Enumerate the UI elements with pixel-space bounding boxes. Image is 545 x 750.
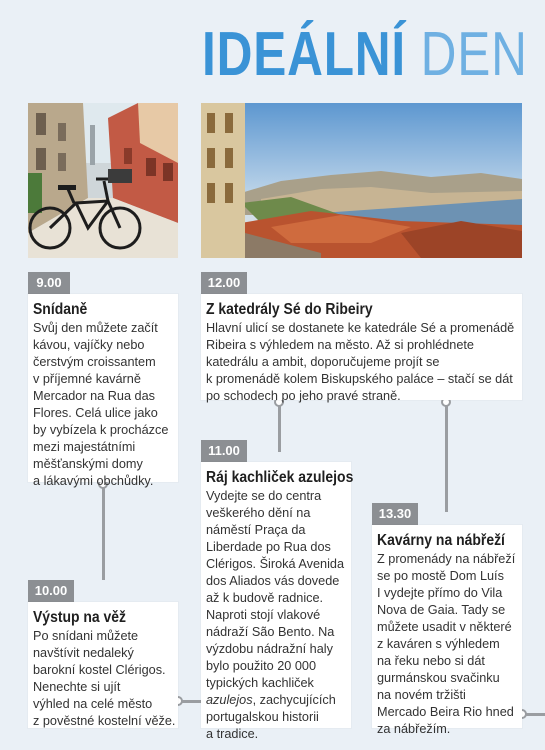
stop-text — [206, 488, 351, 743]
stop-text: Po snídani můžete navštívit nedaleký barokní kostel Clérigos. Nenechte si ujít výhled na celé město z pověstné kostelní věže. — [33, 629, 176, 728]
stop-text: Z promenády na nábřeží se po mostě Dom Luís I vydejte přímo do Vila Nova de Gaia. Tady se můžete usadit v některé z kaváren s výhledem na řeku nebo si dát gurmánskou svačinku na novém tržišti Mercado Beira Rio hned za nábřežím. — [377, 552, 516, 736]
timeline-line-1 — [102, 484, 105, 580]
stop-heading: Snídaně — [33, 301, 88, 318]
stop-card — [201, 462, 354, 741]
time-badge: 11.00 — [201, 440, 247, 462]
title-light: DEN — [420, 20, 528, 89]
stop-text: Svůj den můžete začít kávou, vajíčky nebo čerstvým croissantem v příjemné kavárně Mercador na Rua das Flores. Celá ulice jako by vybízela k procházce mezi majestátními měšťanskými domy a lákavými obchůdky. — [33, 321, 169, 488]
stop-card — [372, 525, 522, 736]
stop-heading: Výstup na věž — [33, 609, 127, 626]
title-bold: IDEÁLNÍ — [202, 20, 406, 89]
stop-text-part: Vydejte se do centra veškerého dění na náměstí Praça da Liberdade po Rua dos Clérigos. Široká Avenida dos Aliados vás dovede až k budově radnice. Naproti stojí vlakové nádraží São Bento. Na výzdobu nádražní haly bylo použito 20 000 typických kachliček — [206, 489, 344, 690]
timeline-line-2 — [278, 402, 281, 452]
stop-text: Hlavní ulicí se dostanete ke katedrále Sé a promenádě Ribeira s výhledem na město. Až si prohlédnete katedrálu a ambit, doporučujeme projít se k promenádě kolem Biskupského paláce – stačí se dát po schodech po jeho pravé straně. — [206, 321, 515, 403]
stop-card — [201, 294, 522, 403]
time-badge: 12.00 — [201, 272, 247, 294]
time-badge: 13.30 — [372, 503, 418, 525]
time-badge: 9.00 — [28, 272, 70, 294]
porto-panorama-photo — [201, 103, 522, 258]
timeline-line-3 — [445, 402, 448, 512]
stop-heading: Z katedrály Sé do Ribeiry — [206, 301, 373, 318]
stop-text-italic: azulejos — [206, 693, 253, 707]
stop-heading: Ráj kachliček azulejos — [206, 469, 354, 486]
stop-card — [28, 602, 178, 728]
page-title — [202, 20, 528, 90]
time-badge: 10.00 — [28, 580, 74, 602]
stop-heading: Kavárny na nábřeží — [377, 532, 505, 549]
bicycle-street-photo — [28, 103, 178, 258]
stop-text-part: , zachycujících portugalskou historii a tradice. — [206, 693, 336, 741]
stop-card — [28, 294, 178, 488]
